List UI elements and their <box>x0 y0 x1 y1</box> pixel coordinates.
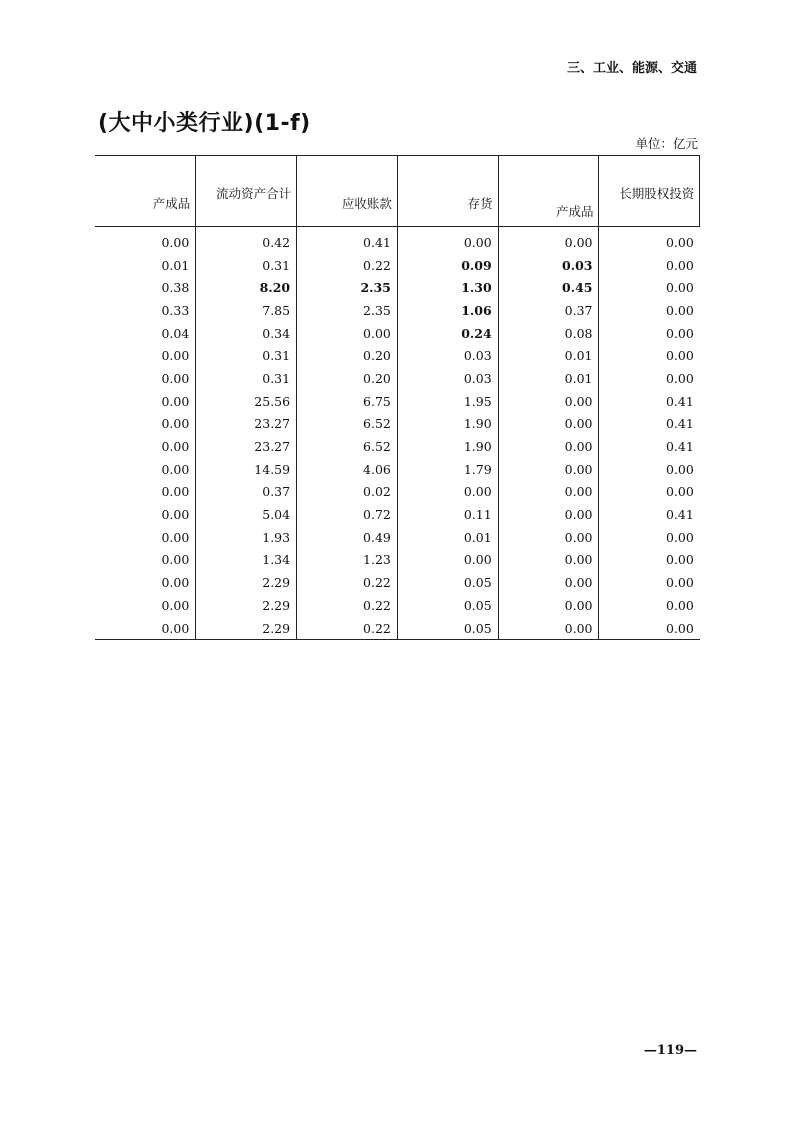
table-cell: 23.27 <box>196 435 297 458</box>
column-header: 长期股权投资 <box>599 156 700 227</box>
table-cell: 4.06 <box>297 458 398 481</box>
table-cell: 0.00 <box>498 617 599 640</box>
unit-label: 单位：亿元 <box>635 136 698 151</box>
table-cell: 0.22 <box>297 617 398 640</box>
table-cell: 0.00 <box>397 481 498 504</box>
table-cell: 0.00 <box>95 390 196 413</box>
table-cell: 2.35 <box>297 276 398 299</box>
table-row <box>95 526 700 549</box>
table-row <box>95 617 700 640</box>
table-row <box>95 571 700 594</box>
page-number: —119— <box>643 1043 697 1058</box>
table-cell: 0.42 <box>196 227 297 254</box>
table-cell: 25.56 <box>196 390 297 413</box>
table-cell: 0.00 <box>95 413 196 436</box>
table-cell: 0.02 <box>297 481 398 504</box>
table-cell: 0.00 <box>665 597 694 613</box>
table-cell: 0.00 <box>498 503 599 526</box>
table-row <box>95 503 700 526</box>
table-cell: 0.11 <box>397 503 498 526</box>
table-cell: 0.41 <box>665 393 694 409</box>
table-cell: 0.41 <box>665 416 694 432</box>
table-cell: 0.05 <box>397 571 498 594</box>
table-cell: 0.00 <box>95 227 196 254</box>
table-cell: 23.27 <box>196 413 297 436</box>
column-header: 流动资产合计 <box>196 156 297 227</box>
table-cell: 0.72 <box>297 503 398 526</box>
table-cell: 0.45 <box>498 276 599 299</box>
table-cell: 0.00 <box>599 617 700 640</box>
table-cell: 0.00 <box>498 594 599 617</box>
table-cell: 0.00 <box>297 322 398 345</box>
column-header: 存货 <box>397 156 498 227</box>
table-cell: 0.00 <box>665 461 694 477</box>
table-header-row <box>95 156 700 227</box>
table-cell: 0.00 <box>95 367 196 390</box>
table-cell: 0.00 <box>498 227 599 254</box>
table-cell: 1.34 <box>196 549 297 572</box>
table-cell: 14.59 <box>196 458 297 481</box>
table-cell: 0.08 <box>498 322 599 345</box>
table-cell: 0.01 <box>397 526 498 549</box>
table-cell: 0.00 <box>665 234 694 250</box>
table-cell: 0.00 <box>397 227 498 254</box>
table-cell: 0.41 <box>297 227 398 254</box>
table-row <box>95 367 700 390</box>
table-row <box>95 322 700 345</box>
table-row <box>95 344 700 367</box>
table-cell: 0.37 <box>498 299 599 322</box>
table-cell: 2.35 <box>297 299 398 322</box>
table-cell: 0.00 <box>498 435 599 458</box>
table-cell: 0.38 <box>95 276 196 299</box>
table-cell: 2.29 <box>196 617 297 640</box>
table-cell: 0.34 <box>196 322 297 345</box>
data-table <box>95 155 700 640</box>
table-cell: 0.00 <box>665 302 694 318</box>
table-cell: 1.95 <box>397 390 498 413</box>
table-cell: 0.31 <box>196 367 297 390</box>
table-cell: 0.00 <box>95 458 196 481</box>
table-cell: 0.00 <box>397 549 498 572</box>
table-cell: 1.79 <box>397 458 498 481</box>
table-cell: 1.23 <box>297 549 398 572</box>
table-cell: 0.00 <box>665 529 694 545</box>
table-cell: 0.00 <box>498 413 599 436</box>
table-cell: 0.20 <box>297 344 398 367</box>
table-row <box>95 299 700 322</box>
table-cell: 6.52 <box>297 413 398 436</box>
table-cell: 0.00 <box>498 571 599 594</box>
table-cell: 0.01 <box>498 344 599 367</box>
table-cell: 0.49 <box>297 526 398 549</box>
table-cell: 0.22 <box>297 594 398 617</box>
table-cell: 0.00 <box>95 594 196 617</box>
table-cell: 0.00 <box>95 503 196 526</box>
table-cell: 0.05 <box>397 594 498 617</box>
table-cell: 2.29 <box>196 594 297 617</box>
running-header: 三、工业、能源、交通 <box>566 61 697 76</box>
table-row <box>95 276 700 299</box>
table-row <box>95 594 700 617</box>
table-cell: 0.00 <box>665 370 694 386</box>
column-header: 产成品 <box>95 156 196 227</box>
table-cell: 0.33 <box>95 299 196 322</box>
table-cell: 0.05 <box>397 617 498 640</box>
table-cell: 0.20 <box>297 367 398 390</box>
table-title: (大中小类行业)(1-f) <box>98 111 311 136</box>
column-header: 产成品 <box>498 156 599 227</box>
table-cell: 0.00 <box>95 526 196 549</box>
table-cell: 0.37 <box>196 481 297 504</box>
table-row <box>95 254 700 277</box>
table-cell: 0.00 <box>498 390 599 413</box>
table-row <box>95 435 700 458</box>
table-cell: 1.90 <box>397 435 498 458</box>
table-cell: 0.41 <box>665 439 694 455</box>
table-cell: 0.00 <box>665 484 694 500</box>
table-cell: 5.04 <box>196 503 297 526</box>
table-cell: 0.00 <box>95 549 196 572</box>
table-row <box>95 549 700 572</box>
table-cell: 6.52 <box>297 435 398 458</box>
table-cell: 0.00 <box>665 257 694 273</box>
table-cell: 1.90 <box>397 413 498 436</box>
table-cell: 8.20 <box>196 276 297 299</box>
table-cell: 0.00 <box>95 344 196 367</box>
table-cell: 0.00 <box>498 549 599 572</box>
table-cell: 0.01 <box>95 254 196 277</box>
table-row <box>95 481 700 504</box>
table-cell: 7.85 <box>196 299 297 322</box>
table-row <box>95 227 700 254</box>
table-cell: 0.22 <box>297 254 398 277</box>
table-cell: 0.22 <box>297 571 398 594</box>
table-cell: 0.24 <box>397 322 498 345</box>
table-cell: 0.00 <box>665 325 694 341</box>
table-cell: 0.03 <box>397 367 498 390</box>
table-row <box>95 458 700 481</box>
table-cell: 1.30 <box>397 276 498 299</box>
table-cell: 0.00 <box>95 617 196 640</box>
table-cell: 0.00 <box>665 552 694 568</box>
table-cell: 0.00 <box>665 348 694 364</box>
table-body <box>95 227 700 640</box>
table-cell: 0.00 <box>95 571 196 594</box>
table-cell: 0.04 <box>95 322 196 345</box>
table-row <box>95 413 700 436</box>
table-cell: 0.00 <box>95 435 196 458</box>
table-cell: 0.09 <box>397 254 498 277</box>
table-cell: 0.00 <box>498 481 599 504</box>
table-cell: 0.00 <box>665 280 694 296</box>
table-cell: 0.31 <box>196 254 297 277</box>
table-cell: 0.31 <box>196 344 297 367</box>
column-header: 应收账款 <box>297 156 398 227</box>
table-cell: 0.00 <box>498 458 599 481</box>
table-cell: 0.41 <box>665 507 694 523</box>
table-cell: 0.01 <box>498 367 599 390</box>
table-cell: 0.00 <box>498 526 599 549</box>
table-cell: 0.03 <box>397 344 498 367</box>
table-cell: 0.00 <box>665 575 694 591</box>
table-cell: 1.93 <box>196 526 297 549</box>
table-cell: 0.00 <box>95 481 196 504</box>
table-cell: 6.75 <box>297 390 398 413</box>
table-row <box>95 390 700 413</box>
table-cell: 2.29 <box>196 571 297 594</box>
table-cell: 1.06 <box>397 299 498 322</box>
table-cell: 0.03 <box>498 254 599 277</box>
